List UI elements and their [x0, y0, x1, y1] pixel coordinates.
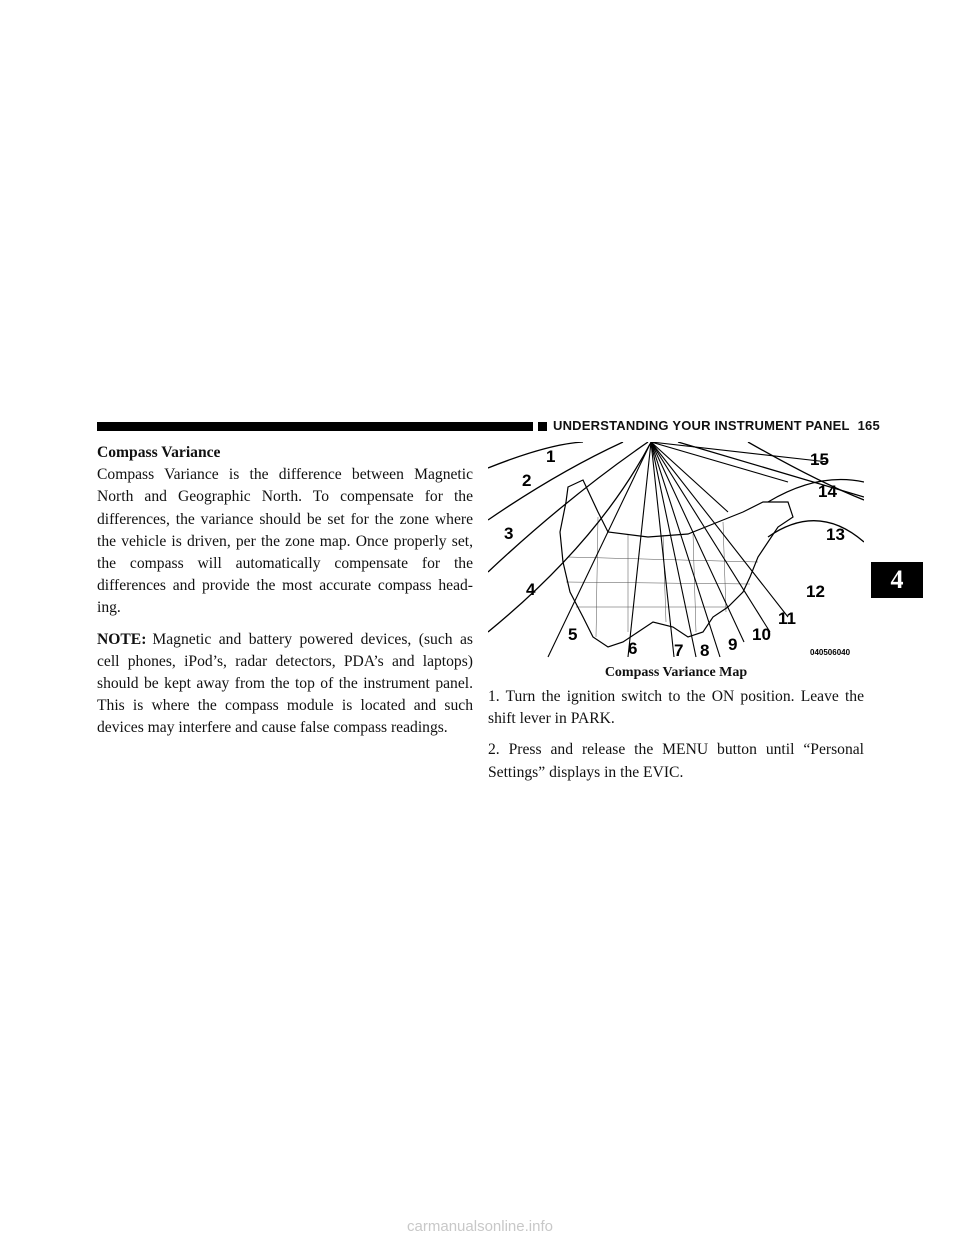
compass-variance-map	[488, 442, 864, 660]
zone-2-label: 2	[522, 471, 532, 490]
right-column	[488, 686, 864, 784]
step-1: 1. Turn the ignition switch to the ON position. Leave the shift lever in PARK.	[488, 688, 864, 728]
zone-7-label: 7	[674, 641, 684, 660]
step-2: 2. Press and release the MENU button until “Personal Settings” displays in the EVIC.	[488, 741, 864, 781]
zone-8-label: 8	[700, 641, 710, 660]
note-text: Magnetic and battery powered devices, (such as cell phones, iPod’s, radar detectors, PDA’s and laptops) should be kept away from the top of the instrument panel. This is where the compass module is located and such devices may interfere and cause false compass readings.	[97, 630, 473, 737]
note-label: NOTE:	[97, 630, 147, 648]
zone-10-label: 10	[752, 625, 771, 644]
note-paragraph	[97, 629, 473, 740]
zone-4-label: 4	[526, 580, 536, 599]
zone-15-label: 15	[810, 450, 829, 469]
figure-caption: Compass Variance Map	[604, 665, 748, 680]
section-heading: Compass Variance	[97, 444, 221, 461]
zone-1-label: 1	[546, 447, 556, 466]
figure-code: 040506040	[810, 648, 851, 657]
watermark: carmanualsonline.info	[407, 1218, 553, 1235]
map-graphic	[488, 442, 864, 660]
left-column	[97, 442, 473, 740]
zone-5-label: 5	[568, 625, 578, 644]
zone-13-label: 13	[826, 525, 845, 544]
zone-14-label: 14	[818, 482, 837, 501]
header-square	[538, 422, 547, 431]
zone-11-label: 11	[778, 609, 796, 628]
header-rule	[97, 422, 533, 431]
running-header	[553, 418, 880, 433]
zone-9-label: 9	[728, 635, 738, 654]
zone-3-label: 3	[504, 524, 514, 543]
zone-6-label: 6	[628, 639, 638, 658]
chapter-tab: 4	[871, 562, 923, 598]
page-number: 165	[857, 418, 880, 433]
header-section-title: UNDERSTANDING YOUR INSTRUMENT PANEL	[553, 418, 850, 433]
intro-paragraph: Compass Variance is the difference between Magnetic North and Geographic North. To compensate for the differences, the variance should be set for the zone where the vehicle is driven, per the zone map. Once properly set, the compass will automatically compensate for the differences and provide the most accurate compass head-ing.	[97, 466, 473, 617]
zone-12-label: 12	[806, 582, 825, 601]
